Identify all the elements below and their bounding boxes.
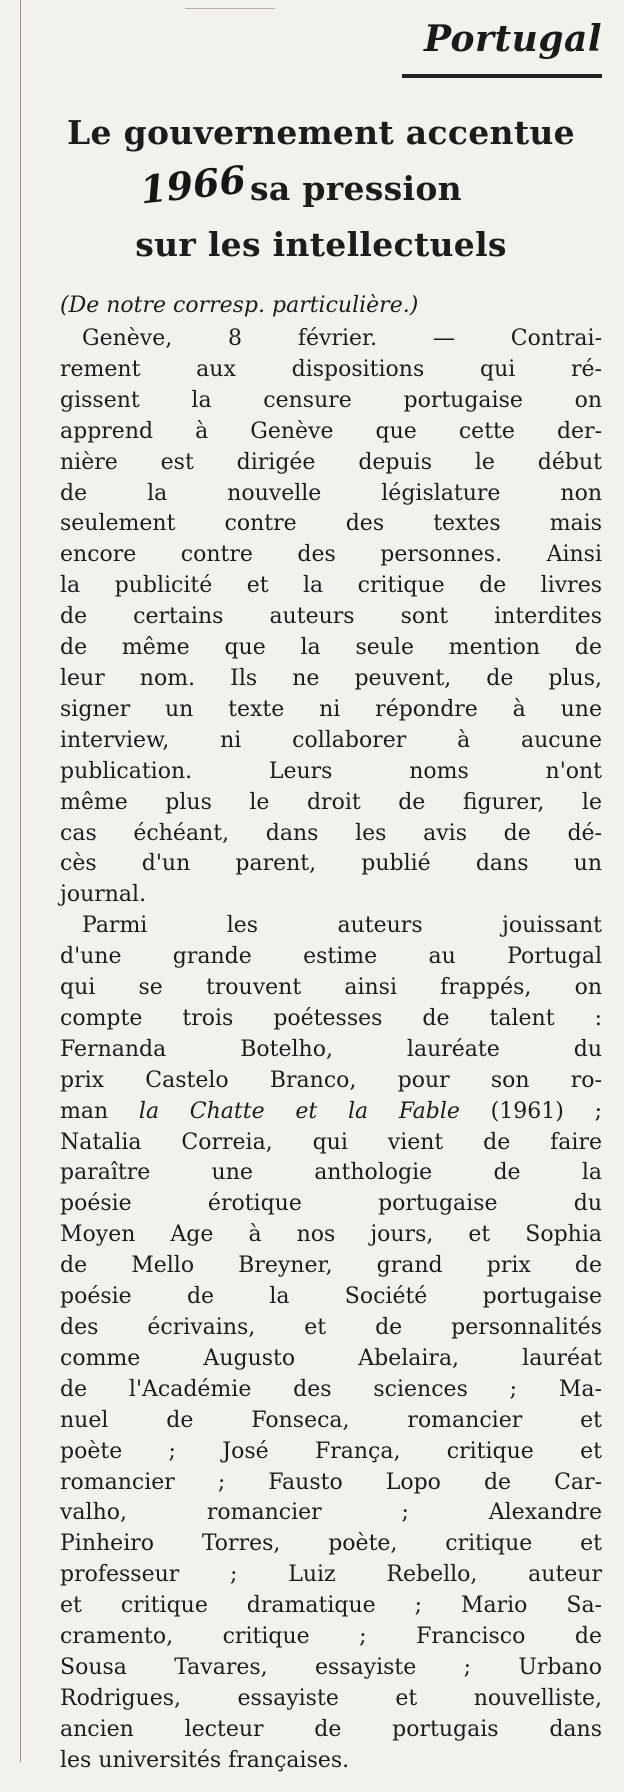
- body-line-with-book-title: [60, 1097, 602, 1128]
- body-line: interview, ni collaborer à aucune: [60, 727, 602, 753]
- body-line: des écrivains, et de personnalités: [60, 1315, 602, 1340]
- body-line: valho, romancier ; Alexandre: [60, 1500, 602, 1526]
- byline: (De notre corresp. particulière.): [60, 293, 419, 318]
- body-line: seulement contre des textes mais: [60, 511, 602, 537]
- body-line: ancien lecteur de portugais dans: [60, 1716, 602, 1742]
- body-line: encore contre des personnes. Ainsi: [60, 542, 602, 568]
- body-line: Sousa Tavares, essayiste ; Urbano: [60, 1654, 602, 1680]
- body-line: nuel de Fonseca, romancier et: [60, 1407, 602, 1433]
- body-line: poésie érotique portugaise du: [60, 1191, 602, 1217]
- body-line: signer un texte ni répondre à une: [60, 696, 602, 722]
- body-line: de la nouvelle législature non: [60, 480, 602, 506]
- body-line: les universités françaises.: [60, 1747, 350, 1773]
- body-line: cramento, critique ; Francisco de: [60, 1624, 602, 1650]
- headline-line-1: Le gouvernement accentue: [67, 113, 575, 152]
- body-line: de certains auteurs sont interdites: [60, 604, 602, 630]
- handwritten-year-annotation: 1966: [137, 156, 248, 213]
- body-line: Natalia Correia, qui vient de faire: [60, 1129, 602, 1155]
- body-line: Fernanda Botelho, lauréate du: [60, 1036, 602, 1062]
- body-line: compte trois poétesses de talent :: [60, 1005, 602, 1031]
- body-line: de l'Académie des sciences ; Ma-: [60, 1376, 602, 1402]
- headline: [40, 105, 602, 273]
- body-line: même plus le droit de figurer, le: [60, 789, 602, 815]
- rubric-underline: [402, 74, 602, 78]
- body-line: leur nom. Ils ne peuvent, de plus,: [60, 665, 602, 691]
- body-line: apprend à Genève que cette der-: [60, 418, 602, 444]
- article-body: [60, 324, 602, 1777]
- section-rubric: Portugal: [423, 18, 602, 60]
- body-line: de Mello Breyner, grand prix de: [60, 1253, 602, 1279]
- paragraph-2: [60, 911, 602, 1776]
- headline-line-2: sa pression: [250, 169, 462, 208]
- headline-line-3: sur les intellectuels: [135, 225, 507, 264]
- body-line: rement aux dispositions qui ré-: [60, 356, 602, 382]
- body-line: d'une grande estime au Portugal: [60, 944, 602, 970]
- body-line: Parmi les auteurs jouissant: [82, 913, 602, 939]
- body-line: Rodrigues, essayiste et nouvelliste,: [60, 1685, 602, 1711]
- body-line: qui se trouvent ainsi frappés, on: [60, 975, 602, 1001]
- top-rule: [185, 8, 275, 9]
- body-line: Genève, 8 février. — Contrai-: [82, 326, 602, 351]
- body-line: gissent la censure portugaise on: [60, 387, 602, 413]
- body-line: nière est dirigée depuis le début: [60, 449, 602, 475]
- body-line: romancier ; Fausto Lopo de Car-: [60, 1469, 602, 1495]
- body-line: publication. Leurs noms n'ont: [60, 758, 602, 784]
- column-rule: [20, 0, 21, 1762]
- body-line: Moyen Age à nos jours, et Sophia: [60, 1222, 602, 1248]
- body-line: prix Castelo Branco, pour son ro-: [60, 1067, 602, 1093]
- body-line: poésie de la Société portugaise: [60, 1284, 602, 1310]
- body-line: de même que la seule mention de: [60, 635, 602, 661]
- paragraph-1: [60, 324, 602, 911]
- body-line: comme Augusto Abelaira, lauréat: [60, 1345, 602, 1371]
- body-line: professeur ; Luiz Rebello, auteur: [60, 1562, 602, 1588]
- line-suffix: (1961) ;: [490, 1098, 602, 1124]
- body-line: poète ; José França, critique et: [60, 1438, 602, 1464]
- body-line: paraître une anthologie de la: [60, 1160, 602, 1186]
- body-line: cès d'un parent, publié dans un: [60, 851, 602, 877]
- body-line: journal.: [60, 882, 147, 908]
- line-prefix: man: [60, 1098, 109, 1124]
- body-line: la publicité et la critique de livres: [60, 573, 602, 599]
- body-line: Pinheiro Torres, poète, critique et: [60, 1531, 602, 1557]
- body-line: cas échéant, dans les avis de dé-: [60, 820, 602, 846]
- book-title: la Chatte et la Fable: [138, 1098, 460, 1124]
- body-line: et critique dramatique ; Mario Sa-: [60, 1593, 602, 1619]
